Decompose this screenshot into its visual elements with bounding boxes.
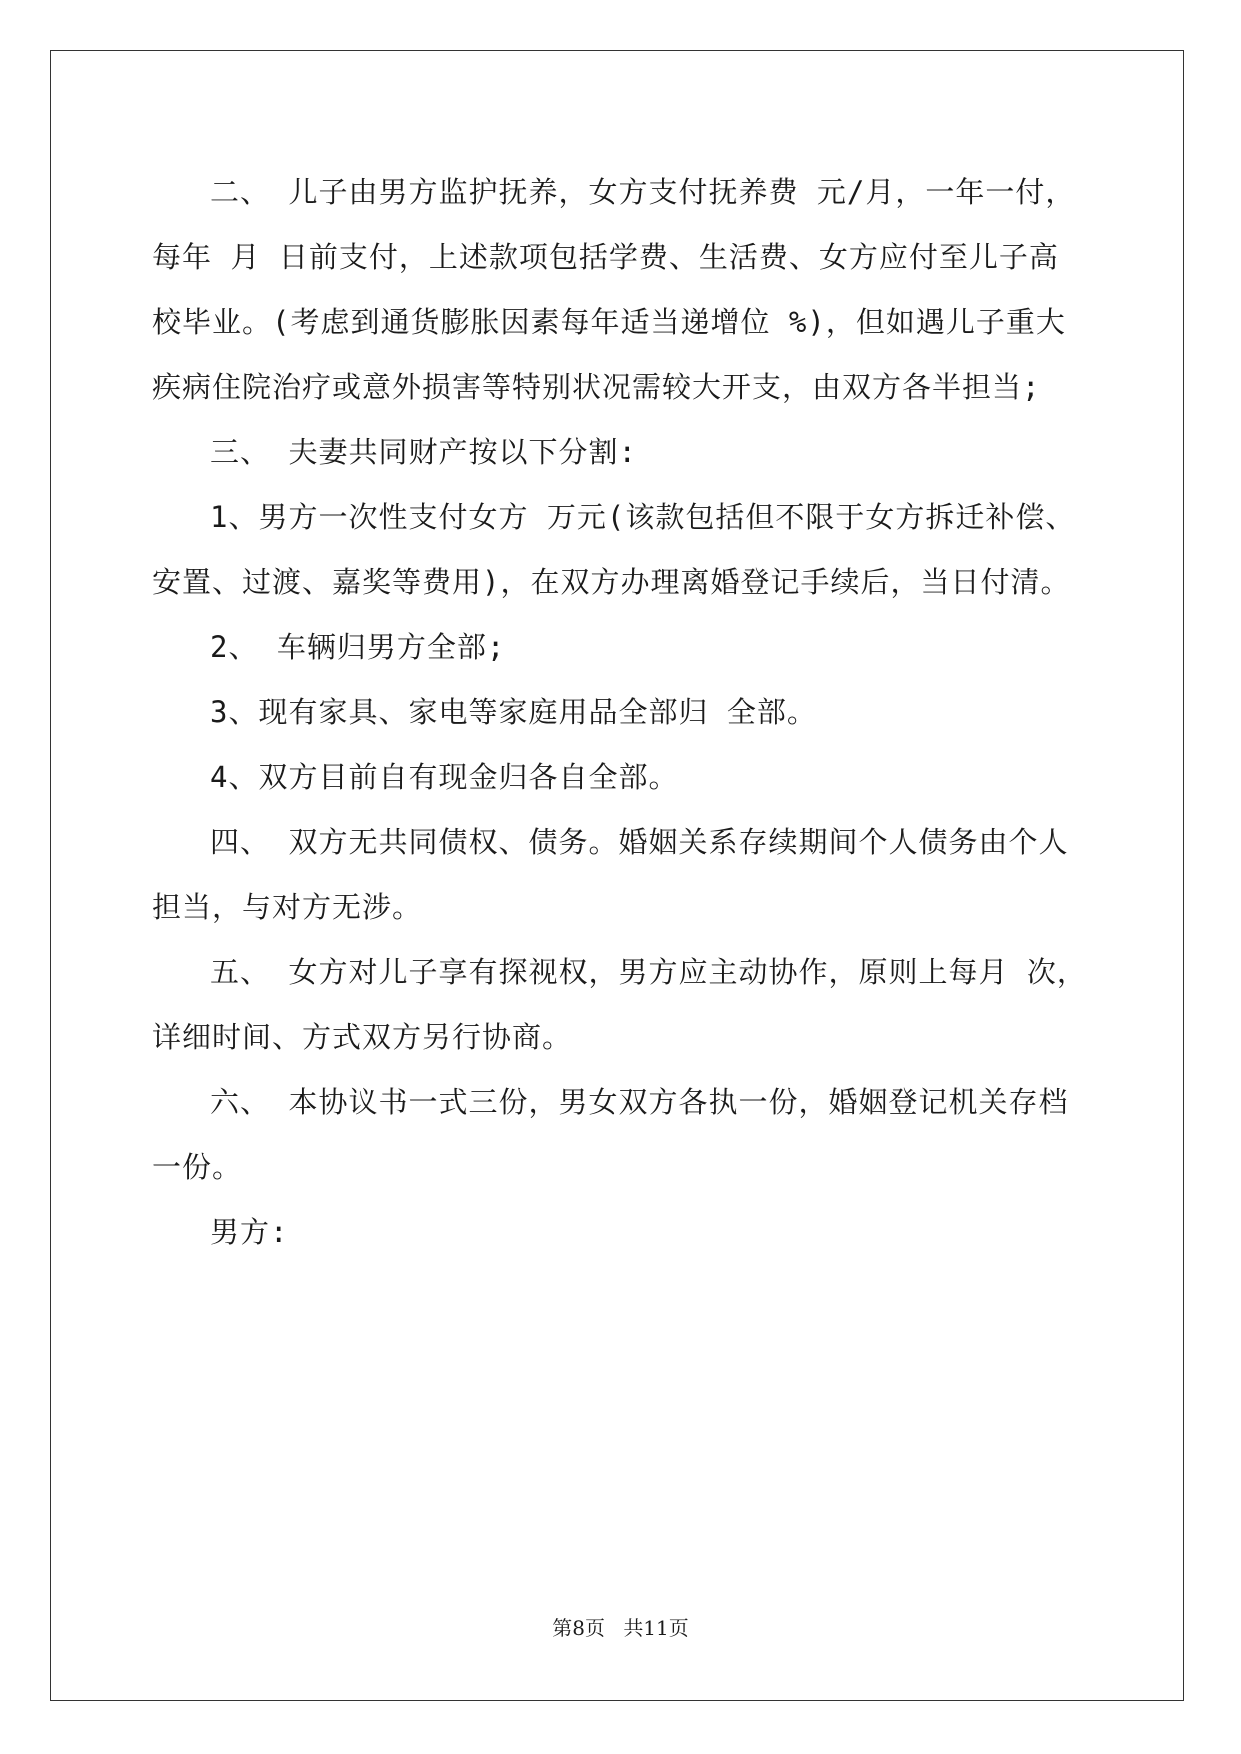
text-line: 一份。 — [152, 1150, 243, 1184]
text-line: 2、 车辆归男方全部; — [210, 630, 506, 664]
text-line: 三、 夫妻共同财产按以下分割: — [210, 435, 637, 469]
text-line: 校毕业。(考虑到通货膨胀因素每年适当递增位 %)，但如遇儿子重大 — [152, 305, 1066, 339]
text-line: 四、 双方无共同债权、债务。婚姻关系存续期间个人债务由个人 — [210, 825, 1069, 859]
text-line: 男方: — [210, 1215, 289, 1249]
text-line: 1、男方一次性支付女方 万元(该款包括但不限于女方拆迁补偿、 — [210, 500, 1076, 534]
text-line: 担当，与对方无涉。 — [152, 890, 423, 924]
text-line: 安置、过渡、嘉奖等费用)，在双方办理离婚登记手续后，当日付清。 — [152, 565, 1071, 599]
text-line: 3、现有家具、家电等家庭用品全部归 全部。 — [210, 695, 817, 729]
text-line: 五、 女方对儿子享有探视权，男方应主动协作，原则上每月 次， — [210, 955, 1087, 989]
page-number: 第8页 — [552, 1616, 605, 1640]
text-line: 疾病住院治疗或意外损害等特别状况需较大开支，由双方各半担当; — [152, 370, 1041, 404]
page-footer — [0, 1612, 1241, 1641]
text-line: 4、双方目前自有现金归各自全部。 — [210, 760, 679, 794]
text-line: 二、 儿子由男方监护抚养，女方支付抚养费 元/月，一年一付， — [210, 175, 1076, 209]
page-total: 共11页 — [623, 1616, 689, 1640]
text-line: 六、 本协议书一式三份，男女双方各执一份，婚姻登记机关存档 — [210, 1085, 1069, 1119]
text-line: 详细时间、方式双方另行协商。 — [152, 1020, 573, 1054]
document-body — [152, 160, 1092, 1265]
text-line: 每年 月 日前支付，上述款项包括学费、生活费、女方应付至儿子高 — [152, 240, 1059, 274]
